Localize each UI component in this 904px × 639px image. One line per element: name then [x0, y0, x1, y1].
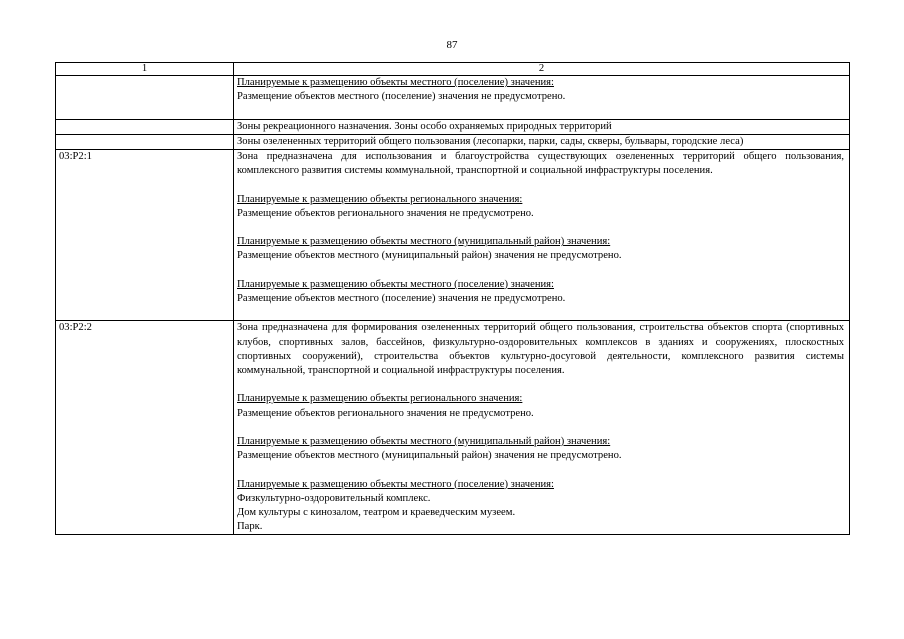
block-line: Размещение объектов регионального значения не предусмотрено.	[237, 207, 534, 219]
block-heading: Планируемые к размещению объекты местного (поселение) значения:	[237, 478, 554, 490]
document-table	[55, 62, 850, 535]
row-code-cell	[56, 76, 234, 120]
zone-group-title: Зоны рекреационного назначения. Зоны особо охраняемых природных территорий	[234, 119, 850, 134]
block-heading: Планируемые к размещению объекты местного (муниципальный район) значения:	[237, 435, 611, 447]
row-code-cell	[56, 134, 234, 149]
page-number: 87	[446, 39, 458, 51]
row-content-cell	[234, 321, 850, 535]
row-content-cell	[234, 150, 850, 321]
block-line: Парк.	[237, 521, 263, 533]
row-content-cell	[234, 76, 850, 120]
table-row	[56, 76, 850, 120]
table-row	[56, 134, 850, 149]
column-header-1: 1	[56, 63, 234, 76]
block-line: Размещение объектов местного (муниципальный район) значения не предусмотрено.	[237, 450, 622, 462]
table-header-row	[56, 63, 850, 76]
block-line: Размещение объектов местного (поселение) значения не предусмотрено.	[237, 292, 566, 304]
table-row	[56, 119, 850, 134]
block-heading: Планируемые к размещению объекты местного (поселение) значения:	[237, 278, 554, 290]
block-line: Дом культуры с кинозалом, театром и краеведческим музеем.	[237, 506, 516, 518]
block-line: Размещение объектов местного (муниципальный район) значения не предусмотрено.	[237, 250, 622, 262]
row-code-cell	[56, 119, 234, 134]
block-heading: Планируемые к размещению объекты регионального значения:	[237, 393, 523, 405]
zone-code: 03:Р2:2	[56, 321, 234, 535]
table-row	[56, 150, 850, 321]
zone-description: Зона предназначена для использования и благоустройства существующих озелененных территорий общего пользования, комплексного развития системы коммунальной, транспортной и социальной инфраструктуры поселения.	[237, 151, 844, 177]
block-line: Размещение объектов местного (поселение) значения не предусмотрено.	[237, 91, 566, 103]
block-line: Размещение объектов регионального значения не предусмотрено.	[237, 407, 534, 419]
zone-code: 03:Р2:1	[56, 150, 234, 321]
block-heading: Планируемые к размещению объекты регионального значения:	[237, 193, 523, 205]
blank-spacer	[237, 104, 844, 118]
zone-description: Зона предназначена для формирования озелененных территорий общего пользования, строительства объектов спорта (спортивных клубов, спортивных залов, бассейнов, физкультурно-оздоровительных комплексов в зданиях и сооружениях, плоскостных спортивных сооружений), строительства объектов культурно-досуговой деятельности, комплексного развития системы коммунальной, транспортной и социальной инфраструктуры поселения.	[237, 322, 844, 376]
table-row	[56, 321, 850, 535]
block-heading: Планируемые к размещению объекты местного (поселение) значения:	[237, 77, 554, 88]
block-line: Физкультурно-оздоровительный комплекс.	[237, 492, 431, 504]
column-header-2: 2	[234, 63, 850, 76]
zone-subgroup-title: Зоны озелененных территорий общего пользования (лесопарки, парки, сады, скверы, бульвары, городские леса)	[234, 134, 850, 149]
block-heading: Планируемые к размещению объекты местного (муниципальный район) значения:	[237, 236, 611, 248]
